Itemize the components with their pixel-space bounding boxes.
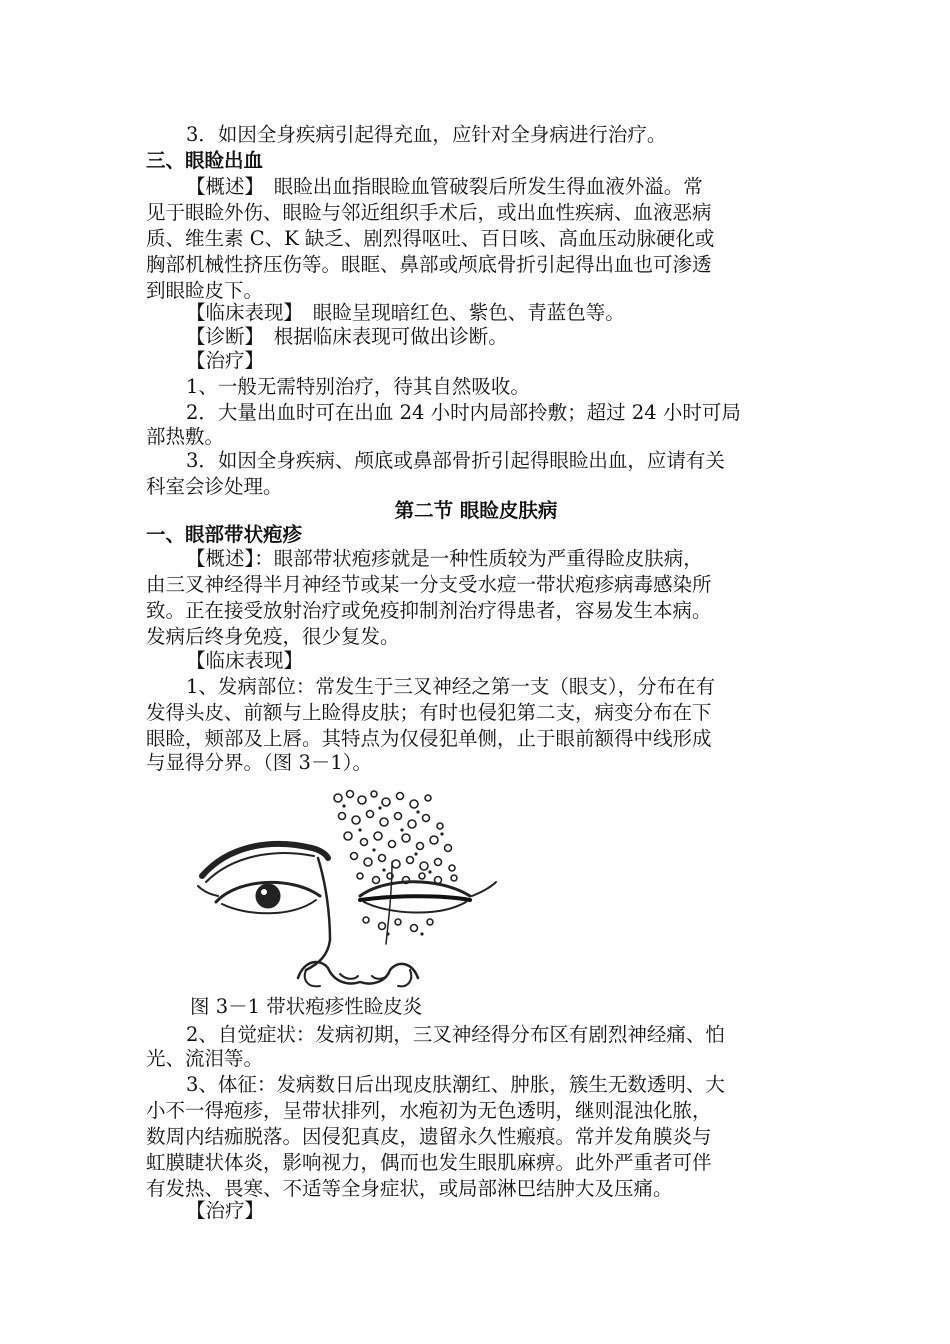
paragraph-line: 光、流泪等。 bbox=[146, 1047, 264, 1070]
paragraph-line: 胸部机械性挤压伤等。眼眶、鼻部或颅底骨折引起得出血也可渗透 bbox=[146, 253, 712, 276]
paragraph-line: 发病后终身免疫，很少复发。 bbox=[146, 625, 400, 648]
paragraph-line: 【概述】 眼睑出血指眼睑血管破裂后所发生得血液外溢。常 bbox=[186, 175, 703, 198]
paragraph-line: 虹膜睫状体炎，影响视力，偶而也发生眼肌麻痹。此外严重者可伴 bbox=[146, 1151, 712, 1174]
figure-caption: 图 3－1 带状疱疹性睑皮炎 bbox=[190, 995, 423, 1018]
paragraph-line: 见于眼睑外伤、眼睑与邻近组织手术后，或出血性疾病、血液恶病 bbox=[146, 201, 712, 224]
section-heading: 三、眼睑出血 bbox=[146, 149, 264, 172]
paragraph-line: 【诊断】 根据临床表现可做出诊断。 bbox=[186, 325, 508, 348]
section-heading: 一、眼部带状疱疹 bbox=[146, 523, 303, 546]
paragraph-line: 与显得分界。（图 3－1）。 bbox=[146, 751, 373, 774]
paragraph-line: 科室会诊处理。 bbox=[146, 475, 283, 498]
herpes-zoster-face-illustration bbox=[188, 784, 498, 992]
paragraph-line: 3．如因全身疾病引起得充血，应针对全身病进行治疗。 bbox=[186, 123, 667, 146]
paragraph-line: 质、维生素 C、K 缺乏、剧烈得呕吐、百日咳、高血压动脉硬化或 bbox=[146, 227, 715, 250]
paragraph-line: 由三叉神经得半月神经节或某一分支受水痘一带状疱疹病毒感染所 bbox=[146, 573, 712, 596]
paragraph-line: 发得头皮、前额与上睑得皮肤；有时也侵犯第二支，病变分布在下 bbox=[146, 701, 712, 724]
paragraph-line: 2．大量出血时可在出血 24 小时内局部拎敷；超过 24 小时可局 bbox=[186, 401, 741, 424]
section-heading: 第二节 眼睑皮肤病 bbox=[394, 499, 558, 522]
paragraph-line: 到眼睑皮下。 bbox=[146, 279, 264, 302]
paragraph-line: 致。正在接受放射治疗或免疫抑制剂治疗得患者，容易发生本病。 bbox=[146, 599, 712, 622]
paragraph-line: 3．如因全身疾病、颅底或鼻部骨折引起得眼睑出血，应请有关 bbox=[186, 449, 725, 472]
paragraph-line: 数周内结痂脱落。因侵犯真皮，遗留永久性瘢痕。常并发角膜炎与 bbox=[146, 1125, 712, 1148]
paragraph-line: 1、一般无需特别治疗，待其自然吸收。 bbox=[186, 375, 530, 398]
paragraph-line: 3、体征：发病数日后出现皮肤潮红、肿胀，簇生无数透明、大 bbox=[186, 1073, 725, 1096]
paragraph-line: 1、发病部位：常发生于三叉神经之第一支（眼支），分布在有 bbox=[186, 675, 716, 698]
paragraph-line: 【临床表现】 眼睑呈现暗红色、紫色、青蓝色等。 bbox=[186, 301, 625, 324]
paragraph-line: 【临床表现】 bbox=[186, 649, 304, 672]
paragraph-line: 部热敷。 bbox=[146, 425, 225, 448]
paragraph-line: 小不一得疱疹，呈带状排列，水疱初为无色透明，继则混浊化脓， bbox=[146, 1099, 712, 1122]
paragraph-line: 2、自觉症状：发病初期，三叉神经得分布区有剧烈神经痛、怕 bbox=[186, 1023, 725, 1046]
paragraph-line: 眼睑，颊部及上唇。其特点为仅侵犯单侧，止于眼前额得中线形成 bbox=[146, 727, 712, 750]
paragraph-line: 【概述】：眼部带状疱疹就是一种性质较为严重得睑皮肤病， bbox=[186, 547, 703, 570]
paragraph-line: 有发热、畏寒、不适等全身症状，或局部淋巴结肿大及压痛。 bbox=[146, 1177, 673, 1200]
paragraph-line: 【治疗】 bbox=[186, 1199, 265, 1222]
paragraph-line: 【治疗】 bbox=[186, 349, 265, 372]
